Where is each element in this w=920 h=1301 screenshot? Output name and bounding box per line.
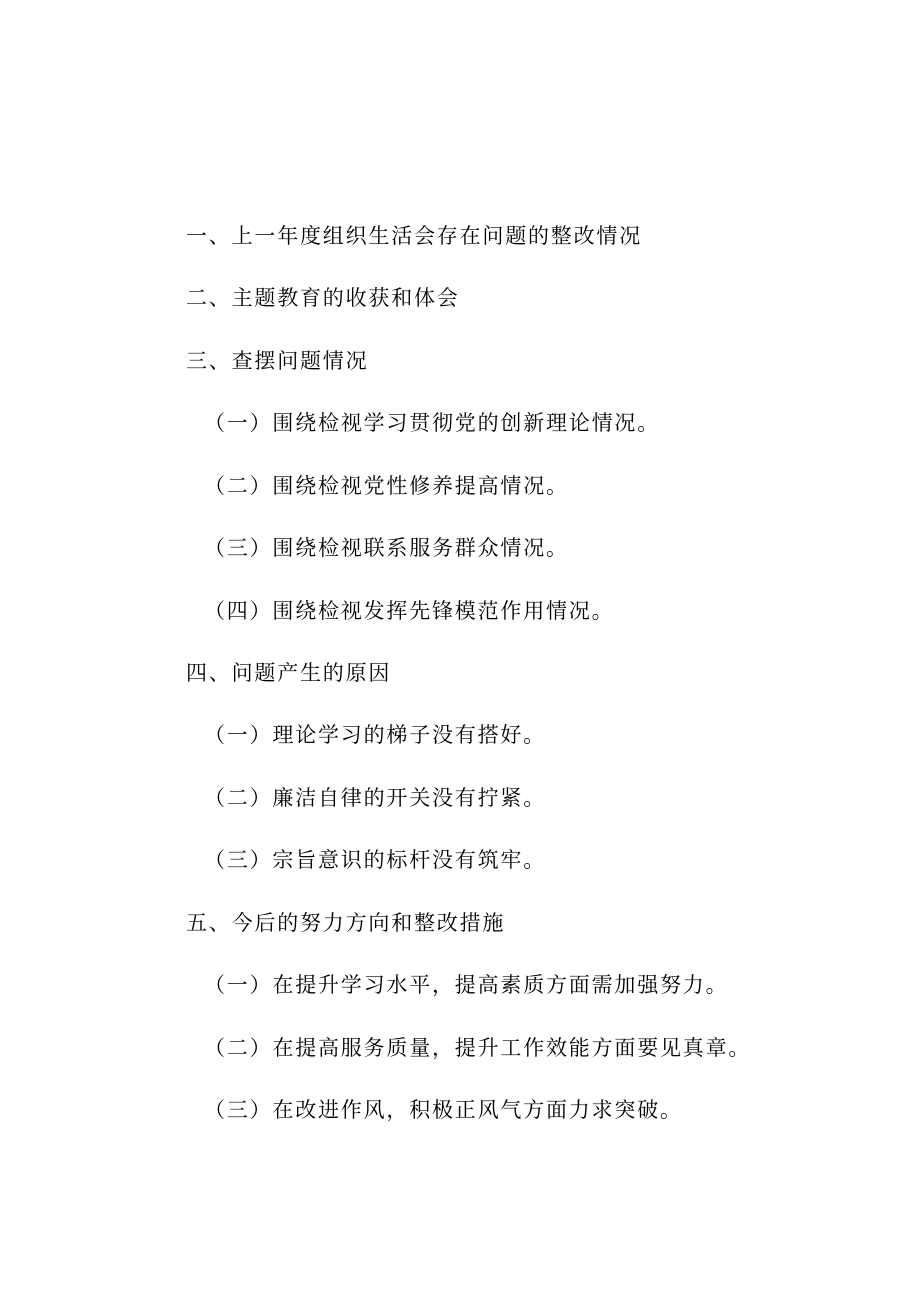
subsection-4-3: （三）宗旨意识的标杆没有筑牢。 [204, 848, 546, 872]
section-heading-2: 二、主题教育的收获和体会 [186, 286, 460, 310]
subsection-3-4: （四）围绕检视发挥先锋模范作用情况。 [204, 599, 615, 623]
subsection-5-2: （二）在提高服务质量，提升工作效能方面要见真章。 [204, 1036, 752, 1060]
subsection-3-1: （一）围绕检视学习贯彻党的创新理论情况。 [204, 411, 660, 435]
subsection-4-2: （二）廉洁自律的开关没有拧紧。 [204, 786, 546, 810]
subsection-3-2: （二）围绕检视党性修养提高情况。 [204, 474, 569, 498]
subsection-5-3: （三）在改进作风，积极正风气方面力求突破。 [204, 1098, 683, 1122]
section-heading-4: 四、问题产生的原因 [186, 661, 392, 685]
subsection-4-1: （一）理论学习的梯子没有搭好。 [204, 723, 546, 747]
section-heading-3: 三、查摆问题情况 [186, 349, 369, 373]
section-heading-1: 一、上一年度组织生活会存在问题的整改情况 [186, 224, 642, 248]
subsection-3-3: （三）围绕检视联系服务群众情况。 [204, 536, 569, 560]
section-heading-5: 五、今后的努力方向和整改措施 [186, 911, 506, 935]
subsection-5-1: （一）在提升学习水平，提高素质方面需加强努力。 [204, 973, 729, 997]
